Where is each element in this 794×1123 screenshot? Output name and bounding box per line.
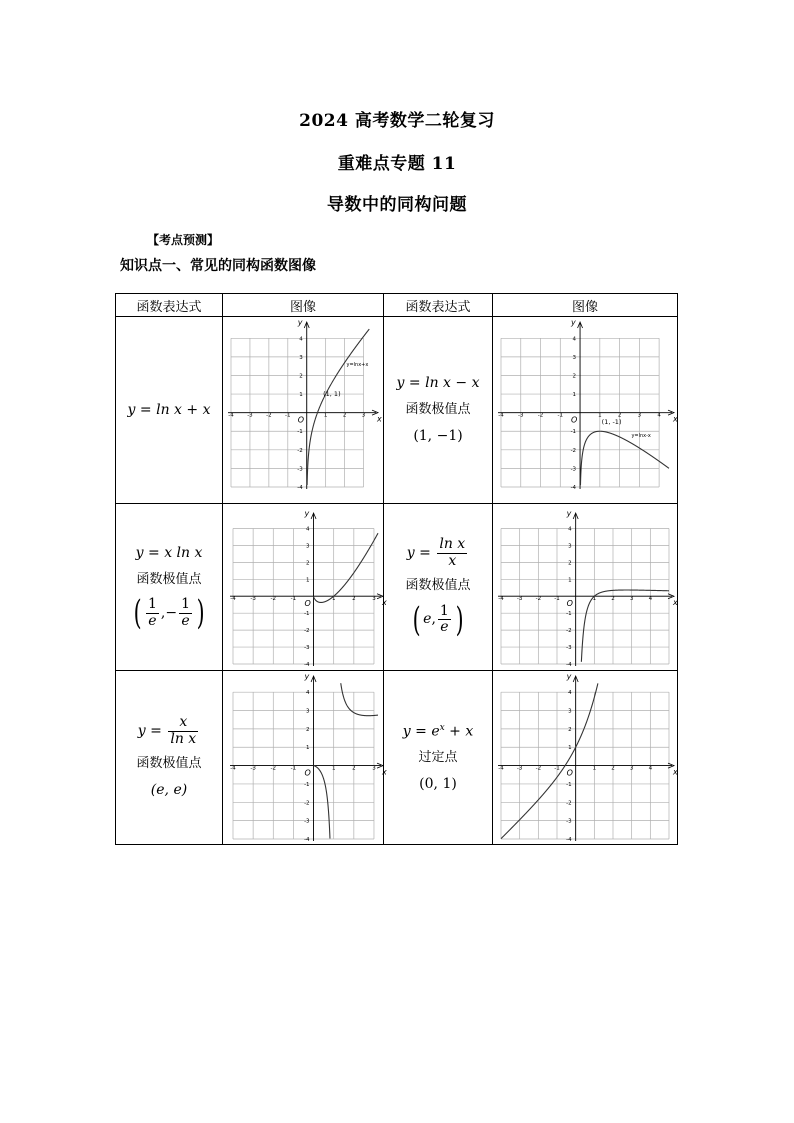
y-tick-label: -2	[304, 628, 310, 635]
y-tick-label: 3	[299, 354, 303, 361]
y-tick-label: 2	[306, 560, 310, 567]
y-tick-label: 1	[299, 392, 303, 399]
header-expression-2: 函数表达式	[384, 294, 493, 317]
header-graph-1: 图像	[223, 294, 384, 317]
y-tick-label: -3	[566, 645, 572, 652]
x-tick-label: -1	[290, 765, 297, 772]
y-tick-label: 1	[306, 577, 310, 584]
graph-ex-plus-x	[493, 671, 678, 844]
y-tick-label: 1	[568, 577, 572, 584]
function-curve	[501, 683, 598, 838]
header-graph-2: 图像	[493, 294, 678, 317]
origin-label: O	[566, 599, 573, 609]
y-tick-label: 3	[306, 708, 310, 715]
y-tick-label: 1	[572, 392, 577, 399]
y-tick-label: -3	[297, 466, 303, 473]
graph-lnx-plus-x	[223, 317, 384, 503]
x-tick-label: -3	[516, 596, 523, 603]
y-tick-label: 2	[568, 726, 572, 733]
y-tick-label: -1	[304, 611, 310, 618]
x-tick-label: 1	[331, 765, 336, 772]
graph-xlnx	[223, 504, 387, 670]
extreme-point-value: ( $\frac{1}{e}$ ,− $\frac{1}{e}$ )	[133, 593, 205, 634]
y-tick-label: -3	[566, 818, 572, 825]
document-subtitle: 重难点专题 11	[337, 154, 457, 174]
formula-lnx-plus-x: y = ln x + x	[127, 401, 211, 418]
x-tick-label: 1	[598, 412, 602, 419]
x-tick-label: -1	[554, 596, 560, 603]
point-label: (1, -1)	[601, 417, 622, 426]
x-tick-label: 1	[592, 596, 597, 603]
y-tick-label: 4	[306, 690, 310, 697]
topic-title: 导数中的同构问题	[327, 195, 467, 215]
x-tick-label: 3	[372, 765, 376, 772]
section-heading: 知识点一、常见的同构函数图像	[120, 258, 316, 274]
y-tick-label: -3	[304, 818, 310, 825]
curve-label: y=lnx+x	[346, 362, 369, 369]
y-tick-label: 2	[568, 560, 572, 567]
x-tick-label: 2	[611, 765, 615, 772]
x-tick-label: -2	[270, 596, 277, 603]
graph-cell-xlnx	[223, 504, 387, 671]
extreme-point-value: (e, e)	[150, 781, 188, 798]
y-tick-label: 4	[568, 690, 572, 697]
y-tick-label: 3	[568, 708, 572, 715]
x-tick-label: -1	[290, 596, 297, 603]
origin-label: O	[304, 768, 311, 778]
x-tick-label: 3	[629, 596, 634, 603]
document-title: 2024 高考数学二轮复习	[299, 111, 495, 131]
x-tick-label: 4	[648, 596, 653, 603]
graph-cell-lnx-minus-x	[493, 317, 678, 504]
expr-cell-lnx-over-x	[384, 504, 493, 671]
y-tick-label: -4	[304, 837, 310, 843]
extreme-point-label: 函数极值点	[405, 578, 471, 594]
y-tick-label: 3	[568, 543, 572, 550]
extreme-point-label: 函数极值点	[405, 402, 471, 418]
x-tick-label: -4	[498, 765, 504, 772]
x-tick-label: -4	[230, 765, 236, 772]
function-curve	[314, 533, 378, 602]
fixed-point-value: (0, 1)	[419, 775, 457, 792]
x-tick-label: 1	[323, 412, 328, 419]
y-axis-label: y	[297, 318, 303, 327]
x-tick-label: -1	[557, 412, 564, 419]
header-expression-1: 函数表达式	[116, 294, 223, 317]
x-tick-label: 3	[361, 412, 366, 419]
y-tick-label: -1	[297, 429, 303, 436]
expr-cell-lnx-minus-x: y = ln x − x 函数极值点 (1, −1)	[384, 317, 493, 504]
y-axis-label: y	[304, 509, 310, 518]
x-tick-label: 3	[637, 412, 642, 419]
x-axis-label: x	[673, 767, 678, 777]
x-tick-label: -2	[535, 596, 542, 603]
y-axis-label: y	[304, 672, 310, 681]
y-tick-label: -4	[566, 662, 572, 668]
y-tick-label: -1	[304, 781, 310, 788]
x-axis-label: x	[673, 598, 678, 608]
y-tick-label: -1	[566, 611, 572, 618]
point-label: (1, 1)	[323, 389, 341, 398]
x-tick-label: 2	[611, 596, 615, 603]
x-tick-label: 2	[617, 412, 622, 419]
y-tick-label: 4	[572, 336, 577, 343]
graph-cell-lnx-plus-x	[223, 317, 384, 504]
y-tick-label: -4	[566, 837, 572, 843]
formula-x-over-lnx: y = $\frac{x}{\text{ln x}}$	[137, 714, 197, 747]
x-tick-label: -3	[518, 412, 524, 419]
graph-cell-lnx-over-x	[493, 504, 678, 671]
origin-label: O	[304, 599, 311, 609]
x-tick-label: 2	[352, 765, 356, 772]
y-tick-label: -4	[304, 662, 310, 668]
y-tick-label: 2	[572, 373, 577, 380]
x-tick-label: 4	[657, 412, 661, 419]
section-tag: 【考点预测】	[147, 233, 220, 247]
y-tick-label: 2	[306, 726, 310, 733]
x-axis-label: x	[382, 598, 387, 608]
curve-label: y=lnx-x	[631, 432, 651, 439]
x-tick-label: 1	[331, 596, 336, 603]
y-axis-label: y	[566, 672, 572, 681]
x-tick-label: -3	[247, 412, 253, 419]
graph-x-over-lnx	[223, 671, 387, 844]
x-tick-label: 3	[629, 765, 634, 772]
x-tick-label: 1	[592, 765, 597, 772]
origin-label: O	[297, 415, 305, 425]
origin-label: O	[566, 768, 573, 778]
y-tick-label: -3	[304, 645, 310, 652]
fixed-point-label: 过定点	[418, 750, 458, 766]
y-tick-label: 1	[568, 745, 572, 752]
y-tick-label: 4	[299, 336, 303, 343]
x-tick-label: -1	[554, 765, 560, 772]
function-curve	[307, 329, 369, 485]
x-tick-label: -2	[535, 765, 542, 772]
y-tick-label: 3	[572, 354, 577, 361]
y-tick-label: 3	[306, 543, 310, 550]
y-tick-label: 4	[568, 526, 572, 533]
graph-cell-ex-plus-x	[493, 671, 678, 845]
expr-cell-lnx-plus-x	[116, 317, 223, 504]
formula-xlnx: y = x ln x	[135, 544, 203, 561]
extreme-point-label: 函数极值点	[136, 756, 202, 772]
y-tick-label: -2	[570, 447, 577, 454]
x-tick-label: -4	[498, 412, 504, 419]
origin-label: O	[571, 415, 578, 425]
extreme-point-value: ( e , $\frac{1}{e}$ )	[412, 599, 464, 640]
y-axis-label: y	[566, 509, 572, 518]
formula-lnx-minus-x: ln x − x	[425, 375, 480, 392]
x-tick-label: -1	[285, 412, 291, 419]
x-tick-label: -2	[266, 412, 272, 419]
y-tick-label: -1	[566, 781, 572, 788]
x-axis-label: x	[673, 414, 678, 424]
y-tick-label: 4	[306, 526, 310, 533]
y-tick-label: -3	[570, 466, 577, 473]
x-axis-label: x	[382, 767, 387, 777]
expr-cell-xlnx	[116, 504, 223, 671]
function-graph-table	[115, 293, 678, 845]
x-tick-label: 4	[648, 765, 653, 772]
extreme-point-value: (1, −1)	[413, 427, 463, 444]
y-tick-label: 2	[299, 373, 303, 380]
y-tick-label: -2	[566, 628, 572, 635]
x-tick-label: 2	[342, 412, 347, 419]
x-tick-label: -4	[230, 596, 236, 603]
formula-ex-plus-x: $y = e^x + x$	[402, 722, 474, 740]
x-tick-label: 2	[352, 596, 356, 603]
expr-cell-x-over-lnx	[116, 671, 223, 845]
graph-lnx-over-x	[493, 504, 678, 670]
y-axis-label: y	[571, 318, 576, 327]
function-curve	[580, 431, 669, 485]
y-tick-label: -4	[570, 485, 577, 491]
x-axis-label: x	[377, 414, 382, 424]
x-tick-label: -2	[270, 765, 277, 772]
x-tick-label: -2	[537, 412, 544, 419]
x-tick-label: 3	[372, 596, 376, 603]
x-tick-label: -3	[516, 765, 523, 772]
x-tick-label: -4	[498, 596, 504, 603]
y-tick-label: -1	[570, 429, 577, 436]
y-tick-label: 1	[306, 745, 310, 752]
y-tick-label: -2	[297, 447, 303, 454]
x-tick-label: -4	[228, 412, 234, 419]
expr-cell-ex-plus-x	[384, 671, 493, 845]
y-tick-label: -2	[566, 800, 572, 807]
graph-cell-x-over-lnx	[223, 671, 387, 845]
extreme-point-label: 函数极值点	[136, 571, 202, 587]
graph-lnx-minus-x	[493, 317, 678, 503]
x-tick-label: -3	[250, 765, 256, 772]
y-tick-label: -4	[297, 485, 303, 491]
x-tick-label: -3	[250, 596, 256, 603]
y-tick-label: -2	[304, 800, 310, 807]
formula-lnx-over-x: y = $\frac{\text{ln x}}{x}$	[406, 536, 466, 569]
